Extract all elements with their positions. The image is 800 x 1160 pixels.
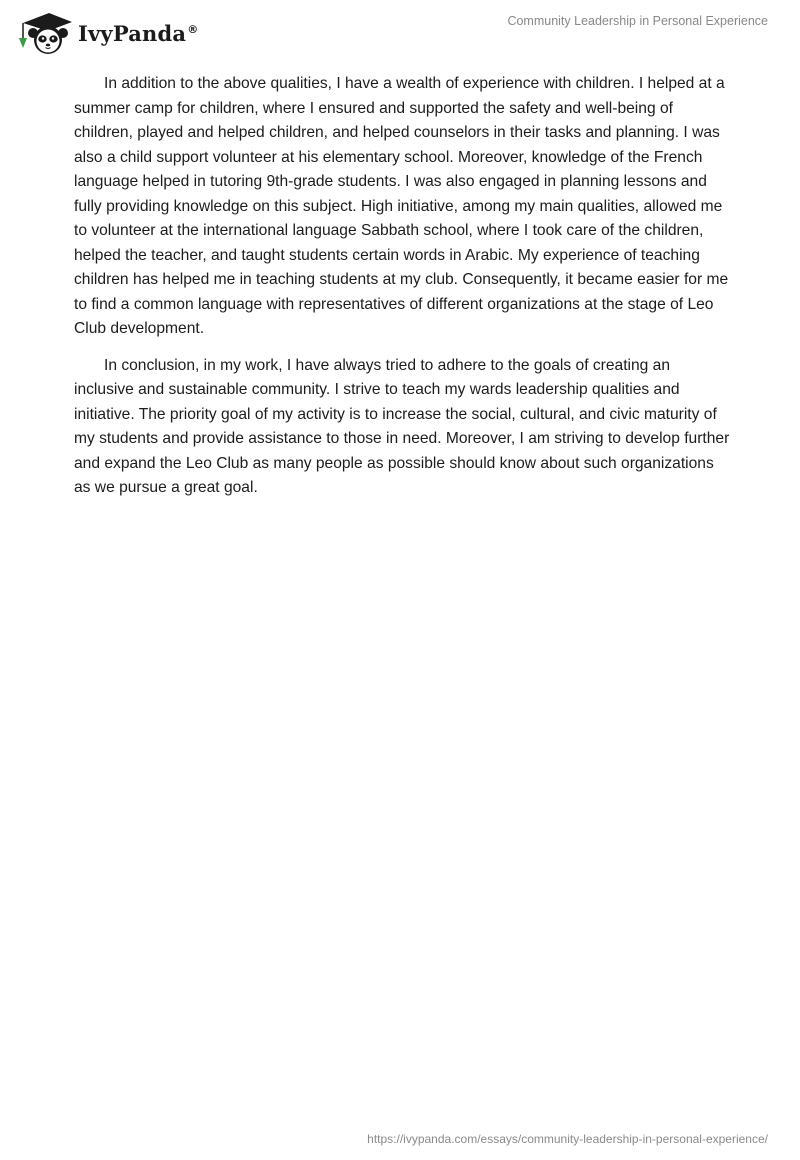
document-title: Community Leadership in Personal Experience bbox=[507, 14, 768, 28]
source-url-link[interactable]: https://ivypanda.com/essays/community-leadership-in-personal-experience/ bbox=[367, 1132, 768, 1146]
page-header bbox=[0, 0, 800, 62]
essay-body bbox=[74, 72, 730, 513]
ivypanda-logo[interactable] bbox=[14, 8, 198, 56]
paragraph: In addition to the above qualities, I have a wealth of experience with children. I helped at a summer camp for children, where I ensured and supported the safety and well-being of children, played and helped children, and helped counselors in their tasks and planning. I was also a child support volunteer at his elementary school. Moreover, knowledge of the French language helped in tutoring 9th-grade students. I was also engaged in planning lessons and fully providing knowledge on this subject. High initiative, among my main qualities, allowed me to volunteer at the international language Sabbath school, where I took care of the children, helped the teacher, and taught students certain words in Arabic. My experience of teaching children has helped me in teaching students at my club. Consequently, it became easier for me to find a common language with representatives of different organizations at the stage of Leo Club development. bbox=[74, 75, 729, 337]
paragraph: In conclusion, in my work, I have always tried to adhere to the goals of creating an inclusive and sustainable community. I strive to teach my wards leadership qualities and initiative. The priority goal of my activity is to increase the social, cultural, and civic maturity of my students and provide assistance to those in need. Moreover, I am striving to develop further and expand the Leo Club as many people as possible should know about such organizations as we pursue a great goal. bbox=[74, 356, 730, 496]
panda-graduation-cap-icon bbox=[14, 8, 74, 56]
brand-name: IvyPanda® bbox=[78, 20, 199, 46]
